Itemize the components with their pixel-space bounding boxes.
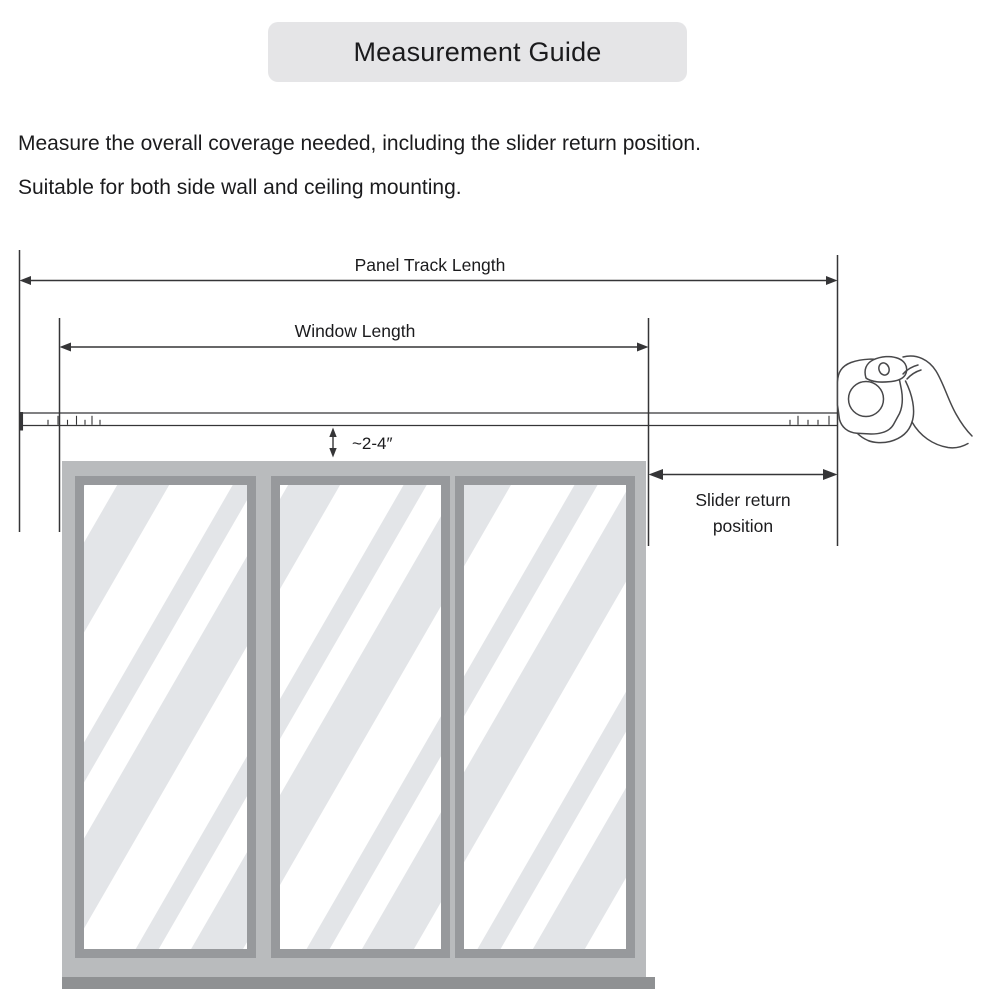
window-pane-2	[271, 476, 450, 958]
pane-glass	[280, 485, 441, 949]
thumb	[865, 357, 907, 382]
arrow-right-icon	[826, 276, 838, 285]
tape-reel-icon	[849, 382, 884, 417]
tape-ticks-right	[790, 416, 829, 425]
window-length-dimension	[60, 321, 649, 352]
wrist-line	[912, 422, 968, 448]
arrow-left-icon	[60, 343, 72, 352]
arrow-left-icon	[20, 276, 32, 285]
slider-return-label-line2: position	[712, 516, 774, 536]
description-line-1: Measure the overall coverage needed, including the slider return position.	[18, 132, 701, 155]
slider-return-label-line1: Slider return	[695, 490, 791, 510]
pane-glass	[464, 485, 626, 949]
arrow-right-icon	[637, 343, 649, 352]
knuckle-crease-2	[907, 370, 921, 379]
window-pane-1	[75, 476, 256, 958]
arrow-up-icon	[329, 428, 336, 438]
page-title-text: Measurement Guide	[353, 36, 602, 67]
pane-glass	[84, 485, 247, 949]
tape-measure-ribbon	[20, 412, 839, 431]
tape-measure-hand-illustration	[838, 356, 973, 448]
window-illustration	[62, 461, 655, 989]
description-line-2: Suitable for both side wall and ceiling mounting.	[18, 176, 462, 199]
slider-return-dimension	[649, 469, 838, 536]
window-length-label: Window Length	[294, 321, 416, 341]
panel-track-length-dimension	[20, 255, 838, 285]
arrow-right-icon	[823, 469, 838, 480]
arrow-left-icon	[649, 469, 664, 480]
tape-ticks-left	[48, 416, 100, 425]
window-sill	[62, 977, 655, 989]
mount-gap-dimension	[329, 428, 392, 458]
panel-track-length-label: Panel Track Length	[354, 255, 506, 275]
mount-gap-label: ~2-4″	[352, 434, 393, 453]
arrow-down-icon	[329, 448, 336, 458]
window-pane-3	[455, 476, 635, 958]
